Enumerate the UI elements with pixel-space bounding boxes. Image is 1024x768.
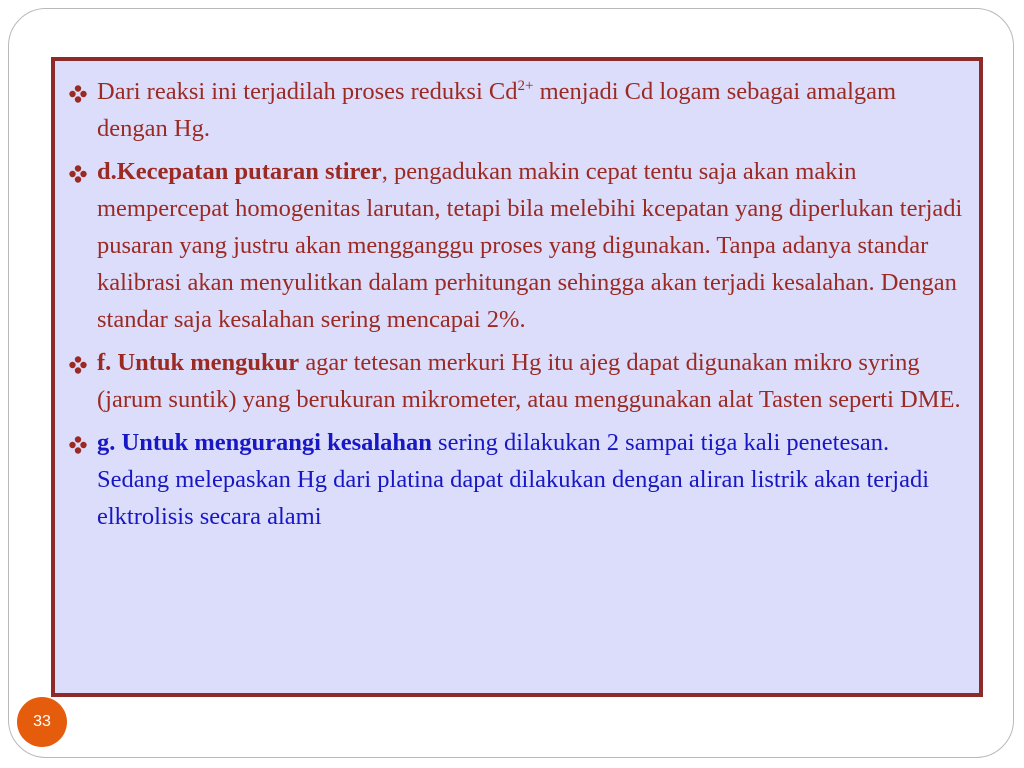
diamond-bullet-icon [69, 85, 87, 103]
diamond-bullet-icon [69, 436, 87, 454]
page-number-badge: 33 [17, 697, 67, 747]
diamond-bullet-icon [69, 165, 87, 183]
bullet-3-heading: f. Untuk mengukur [97, 349, 300, 376]
bullet-item-1 [67, 73, 965, 147]
bullet-3-body: agar tetesan merkuri Hg itu ajeg dapat digunakan mikro syring (jarum suntik) yang berukuran mikrometer, atau menggunakan alat Tasten seperti DME. [97, 349, 961, 413]
diamond-bullet-icon [69, 356, 87, 374]
bullet-1-text-before: Dari reaksi ini terjadilah proses reduksi Cd [97, 78, 518, 105]
bullet-4-body: sering dilakukan 2 sampai tiga kali penetesan. Sedang melepaskan Hg dari platina dapat dilakukan dengan aliran listrik akan terjadi elktrolisis secara alami [97, 429, 930, 530]
bullet-item-3 [67, 344, 965, 418]
bullet-1-text-after: menjadi Cd logam sebagai amalgam dengan Hg. [97, 78, 897, 142]
bullet-2-heading: d.Kecepatan putaran stirer [97, 158, 382, 185]
bullet-item-4 [67, 424, 965, 535]
bullet-1-superscript: 2+ [517, 77, 534, 94]
bullet-2-body: , pengadukan makin cepat tentu saja akan makin mempercepat homogenitas larutan, tetapi bila melebihi kcepatan yang diperlukan terjadi pusaran yang justru akan mengganggu proses yang digunakan. Tanpa adanya standar kalibrasi akan menyulitkan dalam perhitungan sehingga akan terjadi kesalahan. Dengan standar saja kesalahan sering mencapai 2%. [97, 158, 963, 333]
content-box [51, 57, 983, 697]
bullet-item-2 [67, 153, 965, 338]
bullet-list [55, 61, 979, 535]
bullet-4-heading: g. Untuk mengurangi kesalahan [97, 429, 432, 456]
